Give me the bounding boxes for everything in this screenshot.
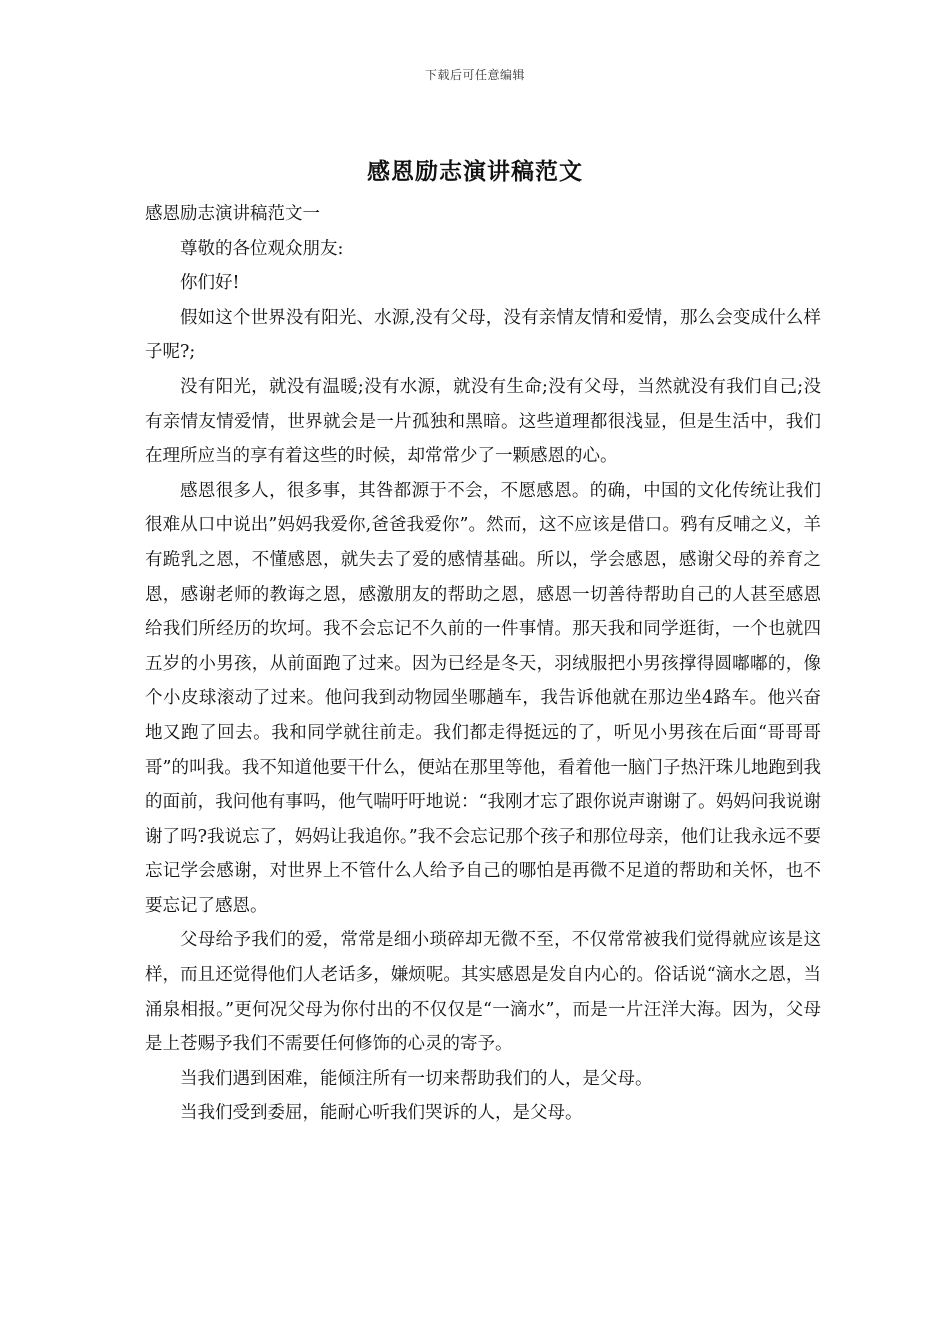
paragraph-difficulty: 当我们遇到困难，能倾注所有一切来帮助我们的人，是父母。 (180, 1068, 653, 1089)
paragraph-reasoning: 没有阳光，就没有温暖;没有水源，就没有生命;没有父母，当然就没有我们自己;没有亲情友情爱情，世界就会是一片孤独和黑暗。这些道理都很浅显，但是生活中，我们在理所应当的享有着这些的时候，却常常少了一颗感恩的心。 (145, 376, 821, 467)
section-heading: 感恩励志演讲稿范文一 (145, 204, 320, 224)
document-title: 感恩励志演讲稿范文 (367, 158, 583, 185)
paragraph-parents-love: 父母给予我们的爱，常常是细小琐碎却无微不至，不仅常常被我们觉得就应该是这样，而且还觉得他们人老话多，嫌烦呢。其实感恩是发自内心的。俗话说“滴水之恩，当涌泉相报。”更何况父母为你付出的不仅仅是“一滴水”，而是一片汪洋大海。因为，父母是上苍赐予我们不需要任何修饰的心灵的寄予。 (145, 930, 821, 1055)
paragraph-greeting-salutation: 尊敬的各位观众朋友: (180, 238, 344, 259)
paragraph-question: 假如这个世界没有阳光、水源,没有父母，没有亲情友情和爱情，那么会变成什么样子呢?; (145, 307, 821, 363)
paragraph-story: 感恩很多人，很多事，其咎都源于不会，不愿感恩。的确，中国的文化传统让我们很难从口中说出”妈妈我爱你,爸爸我爱你”。然而，这不应该是借口。鸦有反哺之义，羊有跪乳之恩，不懂感恩，就失去了爱的感情基础。所以，学会感恩，感谢父母的养育之恩，感谢老师的教诲之恩，感激朋友的帮助之恩，感恩一切善待帮助自己的人甚至感恩给我们所经历的坎坷。我不会忘记不久前的一件事情。那天我和同学逛街，一个也就四五岁的小男孩，从前面跑了过来。因为已经是冬天，羽绒服把小男孩撑得圆嘟嘟的，像个小皮球滚动了过来。他问我到动物园坐哪趟车，我告诉他就在那边坐4路车。他兴奋地又跑了回去。我和同学就往前走。我们都走得挺远的了，听见小男孩在后面“哥哥哥哥”的叫我。我不知道他要干什么，便站在那里等他，看着他一脑门子热汗珠儿地跑到我的面前，我问他有事吗，他气喘吁吁地说：“我刚才忘了跟你说声谢谢了。妈妈问我说谢谢了吗?我说忘了，妈妈让我追你。”我不会忘记那个孩子和那位母亲，他们让我永远不要忘记学会感谢，对世界上不管什么人给予自己的哪怕是再微不足道的帮助和关怀，也不要忘记了感恩。 (145, 480, 821, 916)
paragraph-grievance: 当我们受到委屈，能耐心听我们哭诉的人，是父母。 (180, 1103, 583, 1124)
document-body (145, 197, 821, 1131)
paragraph-greeting: 你们好! (180, 273, 240, 294)
header-note: 下载后可任意编辑 (424, 68, 525, 82)
